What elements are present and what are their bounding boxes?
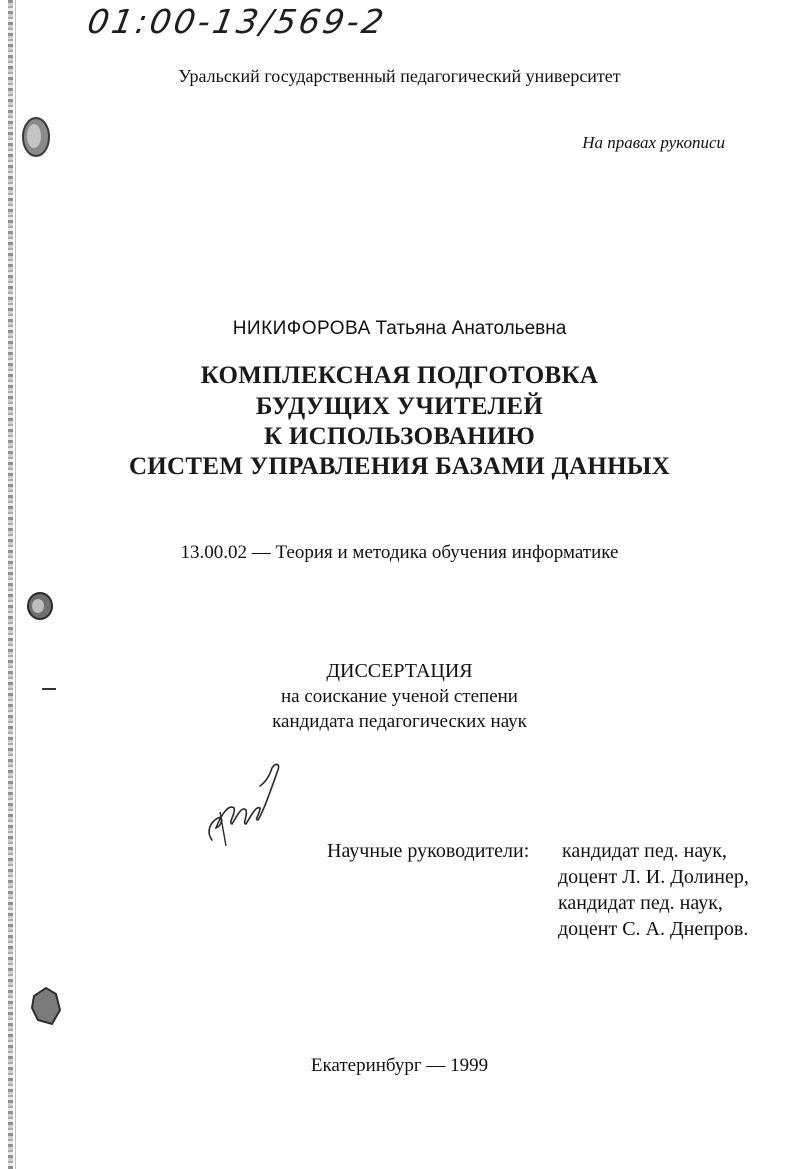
supervisor-line-4: доцент С. А. Днепров. — [558, 918, 749, 940]
supervisor-line-2: доцент Л. И. Долинер, — [558, 866, 749, 888]
university-name: Уральский государственный педагогический университет — [178, 66, 621, 86]
punch-hole-icon — [26, 982, 66, 1032]
author-surname: НИКИФОРОВА — [232, 318, 371, 339]
punch-hole-icon — [14, 112, 54, 162]
supervisor-line-1: кандидат пед. наук, — [562, 840, 727, 862]
title-line-2: БУДУЩИХ УЧИТЕЛЕЙ — [255, 393, 544, 420]
specialty-code: 13.00.02 — Теория и методика обучения информатике — [180, 542, 619, 563]
supervisor-line-3: кандидат пед. наук, — [558, 892, 723, 914]
supervisors-label: Научные руководители: — [327, 840, 530, 862]
degree-line-2: кандидата педагогических наук — [272, 711, 527, 732]
manuscript-rights: На правах рукописи — [582, 133, 725, 152]
signature-icon — [200, 752, 285, 847]
title-line-4: СИСТЕМ УПРАВЛЕНИЯ БАЗАМИ ДАННЫХ — [128, 453, 671, 480]
title-line-1: КОМПЛЕКСНАЯ ПОДГОТОВКА — [200, 362, 599, 389]
archive-number: 01:00-13/569-2 — [84, 2, 390, 41]
author-name — [0, 318, 799, 340]
binding-edge — [8, 0, 13, 1169]
dissertation-heading: ДИССЕРТАЦИЯ — [326, 660, 473, 682]
author-given-names: Татьяна Анатольевна — [375, 318, 567, 339]
city-year: Екатеринбург — 1999 — [310, 1055, 489, 1076]
binding-edge-line — [15, 0, 16, 1169]
degree-line-1: на соискание ученой степени — [281, 686, 518, 707]
title-line-3: К ИСПОЛЬЗОВАНИЮ — [263, 423, 536, 450]
punch-hole-icon — [18, 588, 58, 624]
